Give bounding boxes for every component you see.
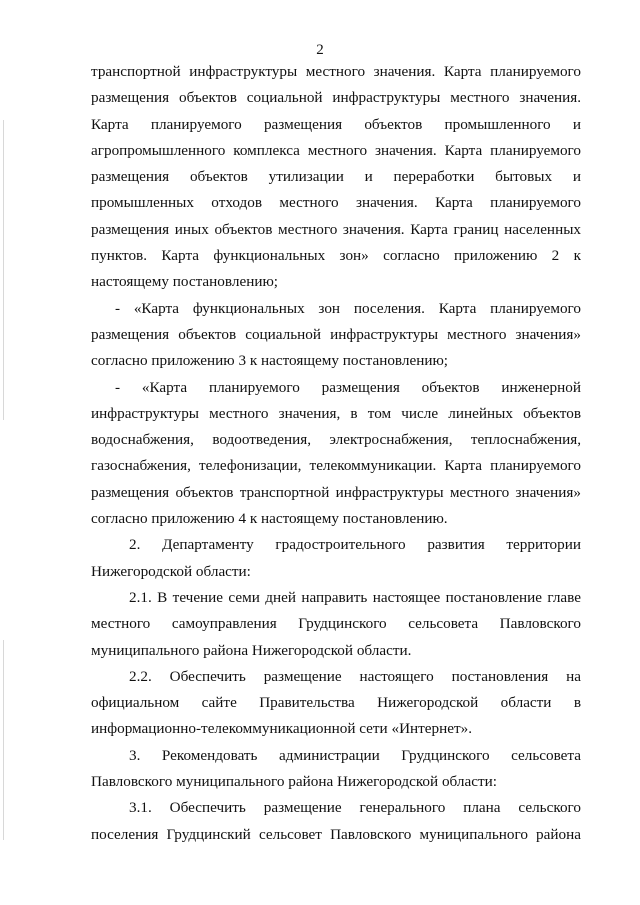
- text-line: Нижегородской области:: [91, 562, 251, 580]
- text-line: газоснабжения, телефонизации, телекоммуникации. Карта планируемого: [91, 457, 581, 475]
- text-line: - «Карта планируемого размещения объектов инженерной: [115, 378, 581, 396]
- text-line: настоящему постановлению;: [91, 273, 279, 291]
- text-line: - «Карта функциональных зон поселения. Карта планируемого: [115, 299, 581, 317]
- scan-edge-line: [3, 120, 4, 420]
- text-line: промышленных отходов местного значения. Карта планируемого: [91, 194, 581, 212]
- text-line: пунктов. Карта функциональных зон» согласно приложению 2 к: [91, 247, 581, 265]
- scan-edge-line: [3, 640, 4, 840]
- document-body: [91, 59, 581, 848]
- text-line: Павловского муниципального района Нижегородской области:: [91, 773, 497, 791]
- text-line: 2. Департаменту градостроительного развития территории: [129, 536, 581, 554]
- text-line: 2.2. Обеспечить размещение настоящего постановления на: [129, 667, 581, 685]
- text-line: инфраструктуры местного значения, в том числе линейных объектов: [91, 404, 581, 422]
- text-line: агропромышленного комплекса местного значения. Карта планируемого: [91, 141, 581, 159]
- text-line: транспортной инфраструктуры местного значения. Карта планируемого: [91, 63, 581, 80]
- text-line: информационно-телекоммуникационной сети «Интернет».: [91, 720, 473, 738]
- text-line: 3. Рекомендовать администрации Грудцинского сельсовета: [129, 746, 581, 764]
- text-line: официальном сайте Правительства Нижегородской области в: [91, 694, 581, 712]
- text-line: размещения объектов социальной инфраструктуры местного значения.: [91, 89, 581, 107]
- text-line: размещения объектов утилизации и переработки бытовых и: [91, 168, 581, 186]
- text-line: 2.1. В течение семи дней направить настоящее постановление главе: [129, 588, 581, 606]
- text-line: 3.1. Обеспечить размещение генерального плана сельского: [129, 799, 581, 817]
- text-line: муниципального района Нижегородской области.: [91, 641, 412, 659]
- text-line: согласно приложению 3 к настоящему постановлению;: [91, 352, 449, 370]
- text-line: размещения объектов транспортной инфраструктуры местного значения»: [91, 483, 581, 501]
- text-line: размещения иных объектов местного значения. Карта границ населенных: [91, 220, 581, 238]
- text-line: водоснабжения, водоотведения, электроснабжения, теплоснабжения,: [91, 431, 581, 449]
- text-line: поселения Грудцинский сельсовет Павловского муниципального района: [91, 825, 581, 843]
- text-line: размещения объектов социальной инфраструктуры местного значения»: [91, 325, 581, 343]
- text-line: Карта планируемого размещения объектов промышленного и: [91, 115, 581, 133]
- text-line: местного самоуправления Грудцинского сельсовета Павловского: [91, 615, 581, 633]
- page-number: 2: [316, 42, 324, 58]
- text-line: согласно приложению 4 к настоящему постановлению.: [91, 510, 448, 528]
